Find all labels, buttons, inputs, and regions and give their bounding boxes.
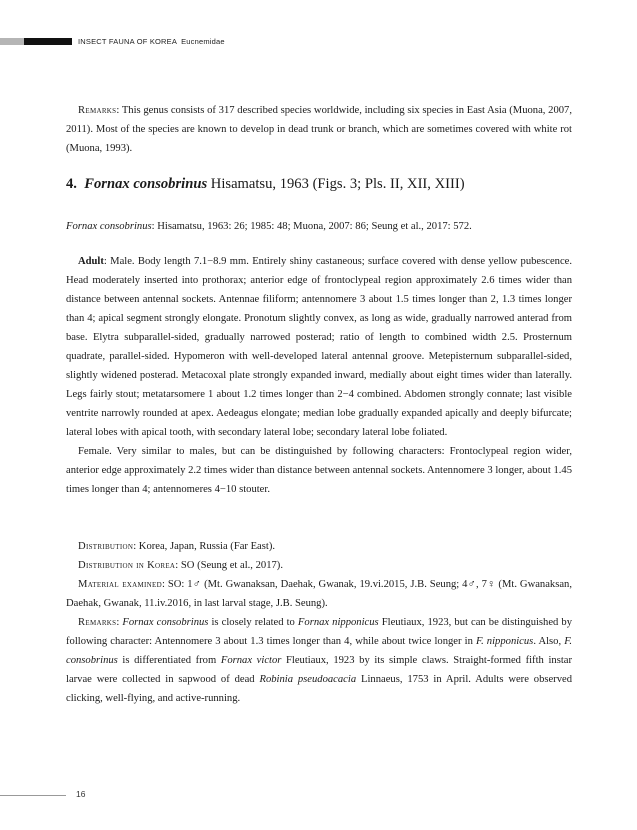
species-author: Hisamatsu, 1963	[210, 176, 309, 192]
synonymy-block	[66, 217, 572, 236]
running-header	[78, 37, 225, 46]
adult-text: : Male. Body length 7.1−8.9 mm. Entirely shiny castaneous; surface covered with dense yellow pubescence. Head moderately inserted into prothorax; anterior edge of frontoclypeal region approximately 2.6 times wider than distance between antennal sockets. Antennae filiform; antennomere 3 about 1.5 times longer than 2, 1.3 times longer than 4; apical segment strongly elongate. Pronotum slightly convex, as long as wide, gradually narrowed anterad from base. Elytra subparallel-sided, gradually narrowed posterad; ratio of length to combined width 2.5. Prosternum quadrate, parallel-sided. Hypomeron with well-developed lateral antennal groove. Metepisternum subparallel-sided, slightly widened posterad. Metacoxal plate strongly expanded inward, medially about eight times wider than laterally. Legs fairly stout; metatarsomere 1 about 1.2 times longer than 2−4 combined. Abdomen strongly connate; last visible ventrite narrowly rounded at apex. Aedeagus elongate; median lobe gradually expanded apically and deeply bifurcate; lateral lobes with apical tooth, with secondary lateral lobe; secondary lateral lobe foliated.	[66, 256, 572, 438]
distribution-korea-label: Distribution in Korea	[78, 560, 176, 571]
distribution-paragraph	[66, 537, 572, 556]
adult-paragraph	[66, 252, 572, 442]
material-text: : SO: 1♂ (Mt. Gwanaksan, Daehak, Gwanak, 19.vi.2015, J.B. Seung; 4♂, 7♀ (Mt. Gwanaksan, Daehak, Gwanak, 11.iv.2016, in last larval stage, J.B. Seung).	[66, 579, 572, 609]
remarks-text-1: :	[116, 617, 123, 628]
material-label: Material examined	[78, 579, 162, 590]
female-paragraph: Female. Very similar to males, but can be distinguished by following characters: Frontoclypeal region wider, anterior edge approximately 2.2 times wider than distance between antennal sockets. Antennomere 3 longer, about 1.45 times longer than 4; antennomeres 4−10 stouter.	[66, 446, 572, 495]
remarks-text-4: . Also,	[533, 636, 565, 647]
remarks-taxon-4: F. consobrinus	[66, 636, 572, 666]
description-block	[66, 252, 572, 499]
genus-remarks-block	[66, 101, 572, 158]
remarks-text-3: Fleutiaux, 1923, but can be distinguished by following character: Antennomere 3 about 1.3 times longer than 4, while about twice longer in	[66, 617, 573, 647]
distribution-label: Distribution	[78, 541, 134, 552]
genus-remarks-text: : This genus consists of 317 described species worldwide, including six species in East Asia (Muona, 2007, 2011). Most of the species are known to develop in dead trunk or branch, which are sometimes covered with white rot (Muona, 1993).	[66, 105, 572, 154]
remarks-taxon-3: F. nipponicus	[475, 636, 534, 647]
synonymy-name: Fornax consobrinus	[66, 221, 152, 232]
header-bar-gray	[0, 38, 24, 45]
remarks-text-7: Linnaeus, 1753 in April. Adults were observed clicking, well-flying, and active-running.	[66, 674, 573, 704]
material-paragraph	[66, 575, 572, 613]
distribution-text: : Korea, Japan, Russia (Far East).	[133, 541, 276, 552]
remarks-taxon-1: Fornax consobrinus	[122, 617, 209, 628]
remarks-text-6: Fleutiaux, 1923 by its simple claws. Straight-formed fifth instar larvae were collected in sapwood of dead	[66, 655, 572, 685]
adult-label: Adult	[78, 256, 104, 267]
synonymy-refs: : Hisamatsu, 1963: 26; 1985: 48; Muona, 2007: 86; Seung et al., 2017: 572.	[151, 221, 472, 232]
header-bar-black	[24, 38, 72, 45]
remarks-taxon-2: Fornax nipponicus	[297, 617, 379, 628]
species-heading	[66, 176, 465, 193]
remarks-text-5: is differentiated from	[117, 655, 221, 666]
page-number: 16	[76, 789, 86, 799]
species-name: Fornax consobrinus	[84, 176, 208, 192]
genus-remarks-paragraph	[66, 101, 572, 158]
species-remarks-label: Remarks	[78, 617, 117, 628]
synonymy-paragraph	[66, 217, 572, 236]
species-remarks-paragraph	[66, 613, 572, 708]
genus-remarks-label: Remarks	[78, 105, 117, 116]
records-block	[66, 537, 572, 708]
footer-rule	[0, 795, 66, 796]
remarks-taxon-6: Robinia pseudoacacia	[259, 674, 357, 685]
species-number: 4.	[66, 176, 77, 192]
remarks-text-2: is closely related to	[208, 617, 298, 628]
remarks-taxon-5: Fornax victor	[220, 655, 282, 666]
header-family: Eucnemidae	[181, 37, 225, 46]
header-series: INSECT FAUNA OF KOREA	[78, 37, 178, 46]
distribution-korea-paragraph	[66, 556, 572, 575]
distribution-korea-text: : SO (Seung et al., 2017).	[175, 560, 283, 571]
species-figs: (Figs. 3; Pls. II, XII, XIII)	[312, 176, 465, 192]
